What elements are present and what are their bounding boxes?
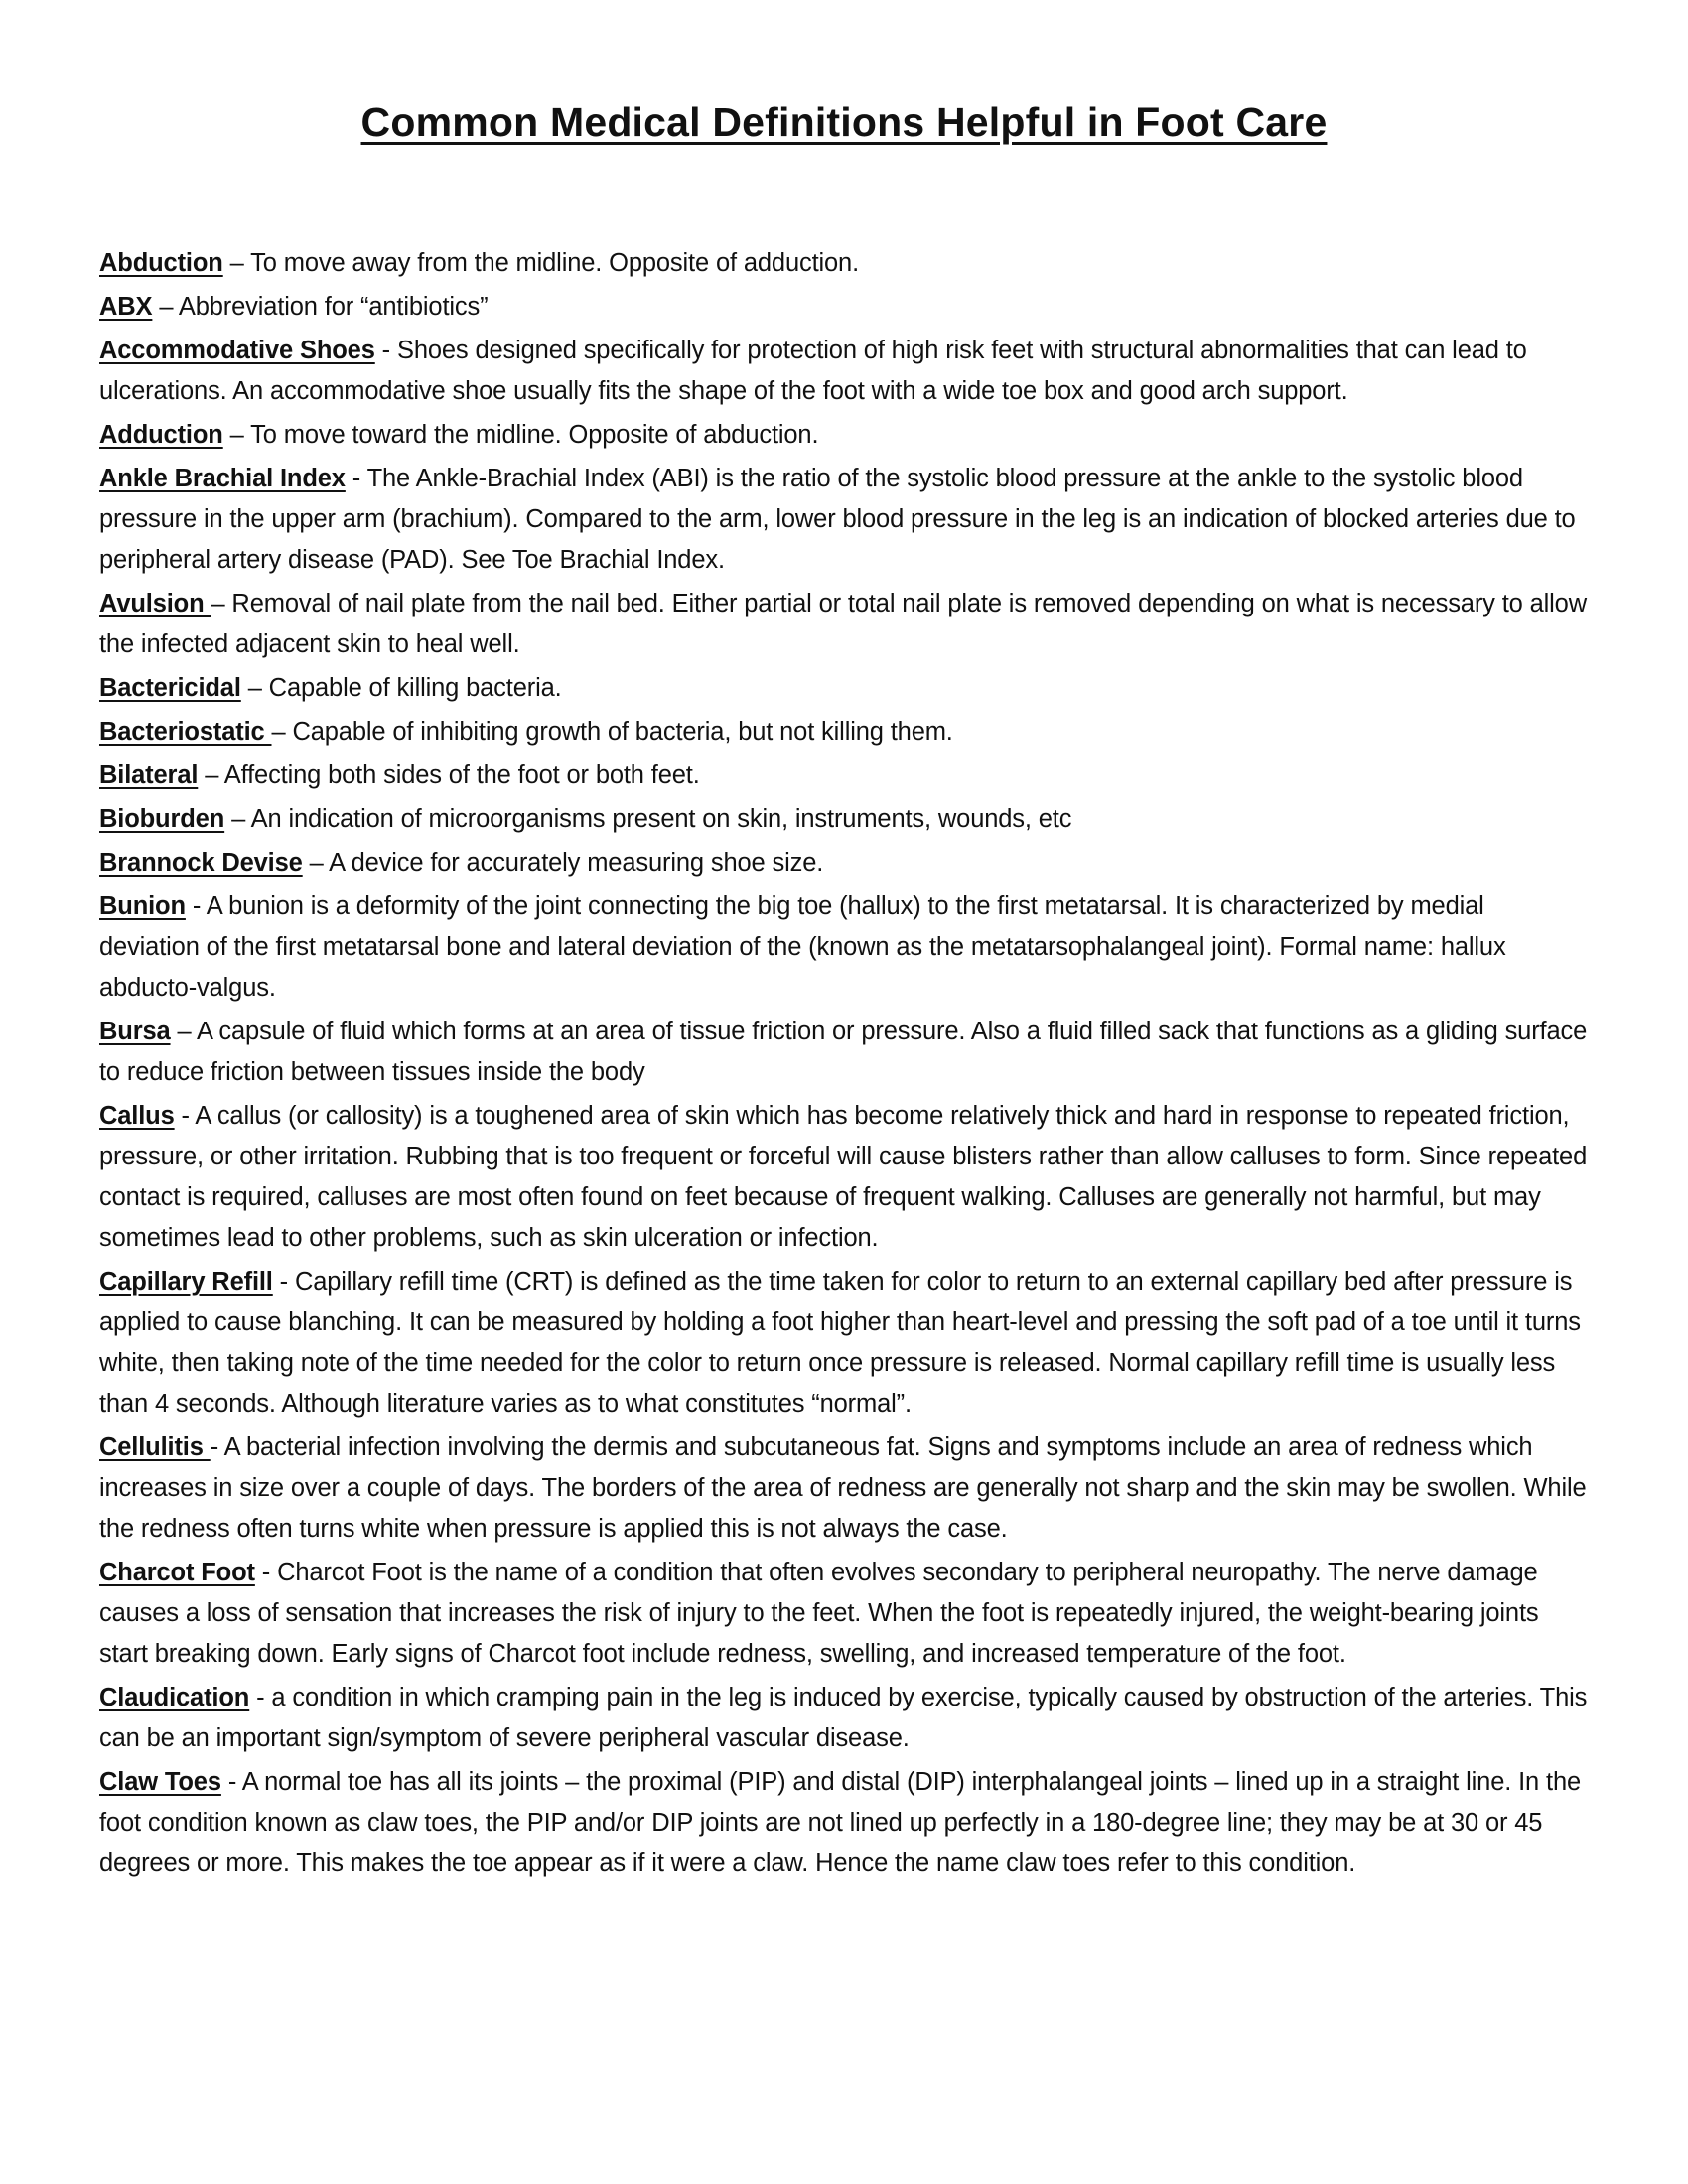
definition-term: Callus	[99, 1102, 175, 1130]
document-title: Common Medical Definitions Helpful in Foot Care	[360, 99, 1328, 145]
definition-text: - A normal toe has all its joints – the proximal (PIP) and distal (DIP) interphalangeal joints – lined up in a straight line. In the foot condition known as claw toes, the PIP and/or DIP joints are not lined up perfectly in a 180-degree line; they may be at 30 or 45 degrees or more. This makes the toe appear as if it were a claw. Hence the name claw toes refer to this condition.	[99, 1768, 1582, 1877]
definition-text: – A device for accurately measuring shoe size.	[302, 849, 824, 877]
definition-entry	[99, 1428, 1589, 1550]
definition-text: – Abbreviation for “antibiotics”	[152, 293, 489, 321]
definition-term: Ankle Brachial Index	[99, 465, 346, 492]
definition-term: Bacteriostatic	[99, 718, 272, 746]
definition-text: - A bacterial infection involving the dermis and subcutaneous fat. Signs and symptoms include an area of redness which increases in size over a couple of days. The borders of the area of redness are generally not sharp and the skin may be swollen. While the redness often turns white when pressure is applied this is not always the case.	[99, 1433, 1587, 1543]
definition-term: Bactericidal	[99, 674, 241, 702]
definition-text: – Capable of inhibiting growth of bacteria, but not killing them.	[271, 718, 953, 746]
definition-text: – To move away from the midline. Opposite of adduction.	[222, 249, 860, 277]
definition-text: – Affecting both sides of the foot or both feet.	[198, 761, 700, 789]
definition-term: Brannock Devise	[99, 849, 303, 877]
definition-text: – Removal of nail plate from the nail bed. Either partial or total nail plate is removed depending on what is necessary to allow the infected adjacent skin to heal well.	[99, 590, 1587, 658]
definition-term: Avulsion	[99, 590, 211, 617]
definition-entry	[99, 1762, 1589, 1884]
definition-text: - a condition in which cramping pain in the leg is induced by exercise, typically caused by obstruction of the arteries. This can be an important sign/symptom of severe peripheral vascular disease.	[99, 1684, 1588, 1752]
definition-entry	[99, 1012, 1589, 1093]
definition-entry	[99, 459, 1589, 581]
definition-term: Abduction	[99, 249, 223, 277]
definition-entry	[99, 1678, 1589, 1759]
definition-entry	[99, 712, 1589, 752]
definition-term: Bilateral	[99, 761, 199, 789]
definition-text: – A capsule of fluid which forms at an area of tissue friction or pressure. Also a fluid filled sack that functions as a gliding surface to reduce friction between tissues inside the body	[99, 1018, 1588, 1086]
definition-term: Bioburden	[99, 805, 225, 833]
definition-term: Capillary Refill	[99, 1268, 273, 1296]
definition-entry	[99, 584, 1589, 665]
definition-entry	[99, 799, 1589, 840]
definition-entry	[99, 1096, 1589, 1259]
definition-term: ABX	[99, 293, 153, 321]
definition-text: - A callus (or callosity) is a toughened area of skin which has become relatively thick and hard in response to repeated friction, pressure, or other irritation. Rubbing that is too frequent or forceful will cause blisters rather than allow calluses to form. Since repeated contact is required, calluses are most often found on feet because of frequent walking. Calluses are generally not harmful, but may sometimes lead to other problems, such as skin ulceration or infection.	[99, 1102, 1588, 1252]
definition-term: Adduction	[99, 421, 223, 449]
definition-term: Claw Toes	[99, 1768, 221, 1796]
definition-entry	[99, 1262, 1589, 1425]
definition-text: – An indication of microorganisms present on skin, instruments, wounds, etc	[224, 805, 1072, 833]
definition-entry	[99, 1553, 1589, 1675]
definition-term: Claudication	[99, 1684, 250, 1711]
definition-text: – To move toward the midline. Opposite of abduction.	[222, 421, 819, 449]
definition-list	[99, 243, 1589, 1884]
definition-text: - The Ankle-Brachial Index (ABI) is the ratio of the systolic blood pressure at the ankle to the systolic blood pressure in the upper arm (brachium). Compared to the arm, lower blood pressure in the leg is an indication of blocked arteries due to peripheral artery disease (PAD). See Toe Brachial Index.	[99, 465, 1576, 574]
definition-entry	[99, 887, 1589, 1009]
definition-text: - Shoes designed specifically for protection of high risk feet with structural abnormalities that can lead to ulcerations. An accommodative shoe usually fits the shape of the foot with a wide toe box and good arch support.	[99, 337, 1527, 405]
definition-entry	[99, 287, 1589, 328]
definition-text: - Charcot Foot is the name of a condition that often evolves secondary to peripheral neuropathy. The nerve damage causes a loss of sensation that increases the risk of injury to the feet. When the foot is repeatedly injured, the weight-bearing joints start breaking down. Early signs of Charcot foot include redness, swelling, and increased temperature of the foot.	[99, 1559, 1539, 1668]
definition-entry	[99, 415, 1589, 456]
definition-term: Bunion	[99, 892, 186, 920]
definition-text: - Capillary refill time (CRT) is defined as the time taken for color to return to an external capillary bed after pressure is applied to cause blanching. It can be measured by holding a foot higher than heart-level and pressing the soft pad of a toe until it turns white, then taking note of the time needed for the color to return once pressure is released. Normal capillary refill time is usually less than 4 seconds. Although literature varies as to what constitutes “normal”.	[99, 1268, 1581, 1418]
definition-entry	[99, 243, 1589, 284]
definition-entry	[99, 755, 1589, 796]
definition-entry	[99, 331, 1589, 412]
definition-entry	[99, 668, 1589, 709]
definition-text: - A bunion is a deformity of the joint connecting the big toe (hallux) to the first metatarsal. It is characterized by medial deviation of the first metatarsal bone and lateral deviation of the (known as the metatarsophalangeal joint). Formal name: hallux abducto-valgus.	[99, 892, 1506, 1002]
definition-term: Bursa	[99, 1018, 171, 1045]
definition-text: – Capable of killing bacteria.	[240, 674, 562, 702]
definition-term: Charcot Foot	[99, 1559, 255, 1586]
definition-entry	[99, 843, 1589, 884]
definition-term: Cellulitis	[99, 1433, 211, 1461]
definition-term: Accommodative Shoes	[99, 337, 375, 364]
